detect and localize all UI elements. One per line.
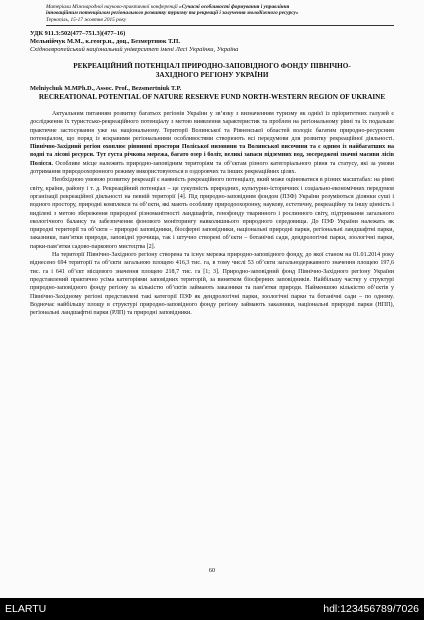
header-title: «Сучасні особливості формування і управління bbox=[179, 4, 290, 10]
authors-ua bbox=[30, 38, 394, 46]
paragraph-2-text: Необхідною умовою розвитку рекреації є наявність рекреаційного потенціалу, який може оцінюватися в різних масштабах: на рівні світу, країни, району і т. д. Рекреаційний потенціал – це сукупність природних, культурно-історичних і соціально-економічних передумов організації рекреаційної діяльності на певній території [4]. Під природно-заповідним фондом (ПЗФ) України розуміються ділянки суші і водного простору, природні комплекси та об’єкти, які мають особливу природоохоронну, наукову, естетичну, рекреаційну та іншу цінність і виділені з метою збереження природної різноманітності ландшафтів, генофонду тваринного і рослинного світу, підтримання загального екологічного балансу та забезпечення фонового моніторингу навколишнього природного середовища. До ПЗФ України належать як природні території та об’єкти – природні заповідники, біосферні заповідники, національні природні парки, регіональні ландшафтні парки, заказники, пам’ятки природи, заповідні урочища, так і штучно створені об’єкти – ботанічні сади, дендрологічні парки, зоологічні парки, парки-пам’ятки садово-паркового мистецтва [2]. bbox=[30, 177, 394, 250]
footer-repository: ELARTU bbox=[5, 603, 47, 615]
paragraph-1 bbox=[30, 110, 394, 176]
affiliation: Східноєвропейський національний університет імені Лесі Українки, Україна bbox=[30, 46, 239, 54]
footer-bar bbox=[0, 598, 424, 620]
title-en: RECREATIONAL POTENTIAL OF NATURE RESERVE FUND NORTH-WESTERN REGION OF UKRAINE bbox=[38, 93, 386, 102]
paragraph-3 bbox=[30, 251, 394, 317]
header-date: Тернопіль, 15-17 жовтня 2015 року bbox=[46, 16, 127, 23]
paragraph-1-end: Особливе місце належить природно-заповідним територіям та об’єктам різного категоріального рівня та статусу, які за умови дотримання природоохоронного режиму використовуються в оздоровчих та інших рекреаційних цілях. bbox=[30, 160, 394, 176]
page-content bbox=[30, 4, 394, 317]
conference-header bbox=[46, 4, 394, 26]
paragraph-1-bold: Північно-Західний регіон охоплює рівнинні простори Поліської низовини та Волинської височини та є одним із найбагатших на водні та лісові ресурси. Тут густа річкова мережа, багато озер і боліт, великі запаси підземних вод, зосереджені значні масиви лісів Полісся. bbox=[30, 144, 394, 167]
udk-code: УДК 911.3:502(477–751.3)(477–16) bbox=[30, 30, 126, 38]
authors-en: Melniychuk M.MPh.D., Assoc. Prof., Bezsmertniuk T.P. bbox=[30, 85, 182, 93]
header-title-cont: інноваційним потенціалом регіонального розвитку туризму та рекреації і залучення молодіжного ресурсу» bbox=[46, 10, 299, 17]
paragraph-2 bbox=[30, 176, 394, 251]
footer-handle: hdl:123456789/7026 bbox=[323, 603, 419, 615]
paragraph-1-text: Актуальним питанням розвитку багатьох регіонів України у зв’язку з визначенням туризму як однієї із пріоритетних галузей є дослідження їх туристсько-рекреаційного потенціалу з метою виявлення характеристик та проблем на регіональному рівні та їх подальше практичне застосування уже на національному. Території Волинської та Рівненської областей володіє багатим природно-ресурсним потенціалом, що поряд із яскравими регіональними особливостями створюють всі передумови для розвитку рекреаційної діяльності. bbox=[30, 111, 394, 142]
paragraph-3-text: На території Північно-Західного регіону створена та існує мережа природно-заповідного фонду, до якої станом на 01.01.2014 року віднесено 694 території та об’єкти загальною площею 416,3 тис. га, в тому числі 53 об’єкти загальнодержавного значення площею 197,6 тис. га і 641 об’єкт місцевого значення площею 218,7 тис. га [1; 3]. Природно-заповідний фонд Північно-Західного регіону України представлений практично усіма категоріями заповідних територій, за винятком біосферних заповідників. Найбільшу частку у структурі природно-заповідного фонду регіону за кількістю об’єктів займають заказники та пам’ятки природи. Найменшою кількістю об’єктів у Північно-Західному регіоні представлені такі категорії ПЗФ як дендрологічні парки, зоологічні парки та ботанічні сади – по одному. Водночас найбільшу площу в структурі природно-заповідного фонду регіону займають заказники, національні природні парки (НПП), регіональні ландшафтні парки (РЛП) та природні заповідники. bbox=[30, 252, 394, 317]
page-number: 60 bbox=[208, 567, 216, 574]
header-prefix: Матеріали Міжнародної науково-практичної конференції bbox=[46, 4, 178, 10]
authors-ua-names: Мельнійчук М.М., к.геогр.н., доц., Безмертнюк Т.П. bbox=[30, 38, 180, 46]
title-ua: РЕКРЕАЦІЙНИЙ ПОТЕНЦІАЛ ПРИРОДНО-ЗАПОВІДНОГО ФОНДУ ПІВНІЧНО-ЗАХІДНОГО РЕГІОНУ УКРАЇНИ bbox=[73, 62, 351, 79]
